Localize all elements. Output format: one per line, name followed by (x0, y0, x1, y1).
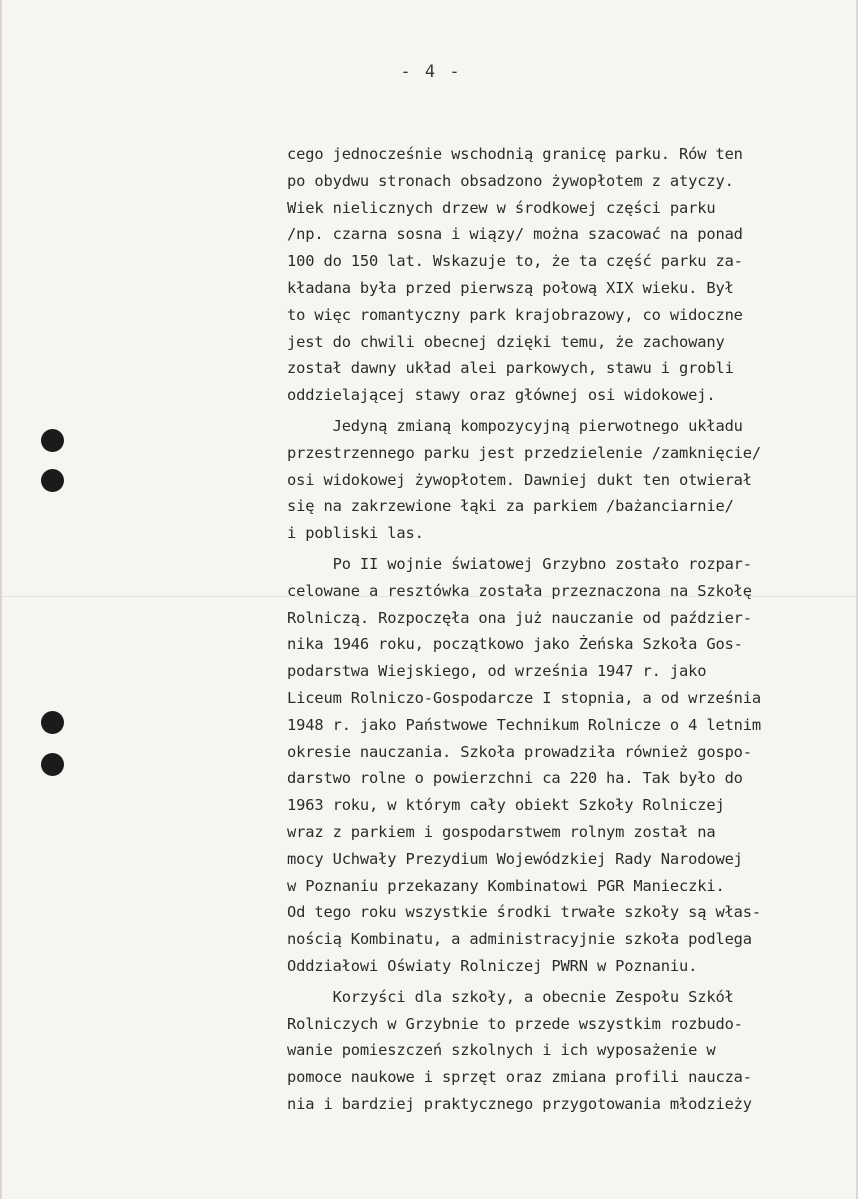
text-line: nia i bardziej praktycznego przygotowania młodzieży (287, 1094, 752, 1113)
text-line: Po II wojnie światowej Grzybno zostało rozpar- (287, 554, 752, 573)
body-text (287, 141, 832, 1118)
text-line: cego jednocześnie wschodnią granicę parku. Rów ten (287, 145, 743, 163)
text-line: oddzielającej stawy oraz głównej osi widokowej. (287, 386, 716, 405)
punch-hole (41, 429, 64, 452)
text-line: podarstwa Wiejskiego, od września 1947 r. jako (287, 662, 707, 681)
text-line: wraz z parkiem i gospodarstwem rolnym został na (287, 822, 716, 841)
text-line: został dawny układ alei parkowych, stawu i grobli (287, 359, 734, 378)
text-line: 100 do 150 lat. Wskazuje to, że ta część parku za- (287, 252, 743, 271)
text-line: przestrzennego parku jest przedzielenie /zamknięcie/ (287, 443, 762, 462)
text-line: w Poznaniu przekazany Kombinatowi PGR Manieczki. (287, 876, 725, 895)
text-line: Rolniczą. Rozpoczęła ona już nauczanie od paździer- (287, 608, 752, 627)
text-line: darstwo rolne o powierzchni ca 220 ha. Tak było do (287, 769, 743, 788)
text-line: jest do chwili obecnej dzięki temu, że zachowany (287, 332, 725, 351)
paragraph (287, 141, 832, 409)
page-number: - 4 - (400, 62, 462, 82)
text-line: kładana była przed pierwszą połową XIX wieku. Był (287, 278, 734, 297)
text-line: mocy Uchwały Prezydium Wojewódzkiej Rady Narodowej (287, 849, 743, 868)
text-line: Wiek nielicznych drzew w środkowej części parku (287, 198, 716, 217)
text-line: pomoce naukowe i sprzęt oraz zmiana profili naucza- (287, 1068, 752, 1087)
text-line: nika 1946 roku, początkowo jako Żeńska Szkoła Gos- (287, 635, 743, 654)
paragraph (287, 984, 832, 1118)
text-line: i pobliski las. (287, 524, 424, 543)
text-line: wanie pomieszczeń szkolnych i ich wyposażenie w (287, 1041, 716, 1060)
punch-hole (41, 711, 64, 734)
text-line: po obydwu stronach obsadzono żywopłotem z atyczy. (287, 171, 734, 190)
text-line: Jedyną zmianą kompozycyjną pierwotnego układu (287, 416, 743, 435)
punch-hole (41, 753, 64, 776)
paragraph (287, 551, 832, 980)
text-line: celowane a resztówka została przeznaczona na Szkołę (287, 581, 752, 600)
text-line: Liceum Rolniczo-Gospodarcze I stopnia, a od września (287, 688, 762, 707)
text-line: 1963 roku, w którym cały obiekt Szkoły Rolniczej (287, 796, 725, 815)
text-line: okresie nauczania. Szkoła prowadziła również gospo- (287, 742, 752, 761)
text-line: Od tego roku wszystkie środki trwałe szkoły są włas- (287, 903, 762, 922)
punch-hole (41, 469, 64, 492)
text-line: nością Kombinatu, a administracyjnie szkoła podlega (287, 930, 752, 949)
text-line: Oddziałowi Oświaty Rolniczej PWRN w Poznaniu. (287, 956, 698, 975)
text-line: /np. czarna sosna i wiązy/ można szacować na ponad (287, 225, 743, 244)
text-line: to więc romantyczny park krajobrazowy, co widoczne (287, 305, 743, 324)
text-line: 1948 r. jako Państwowe Technikum Rolnicze o 4 letnim (287, 715, 762, 734)
text-line: się na zakrzewione łąki za parkiem /bażanciarnie/ (287, 497, 734, 516)
text-line: Rolniczych w Grzybnie to przede wszystkim rozbudo- (287, 1014, 743, 1033)
text-line: osi widokowej żywopłotem. Dawniej dukt ten otwierał (287, 470, 752, 489)
text-line: Korzyści dla szkoły, a obecnie Zespołu Szkół (287, 987, 734, 1006)
paragraph (287, 413, 832, 547)
